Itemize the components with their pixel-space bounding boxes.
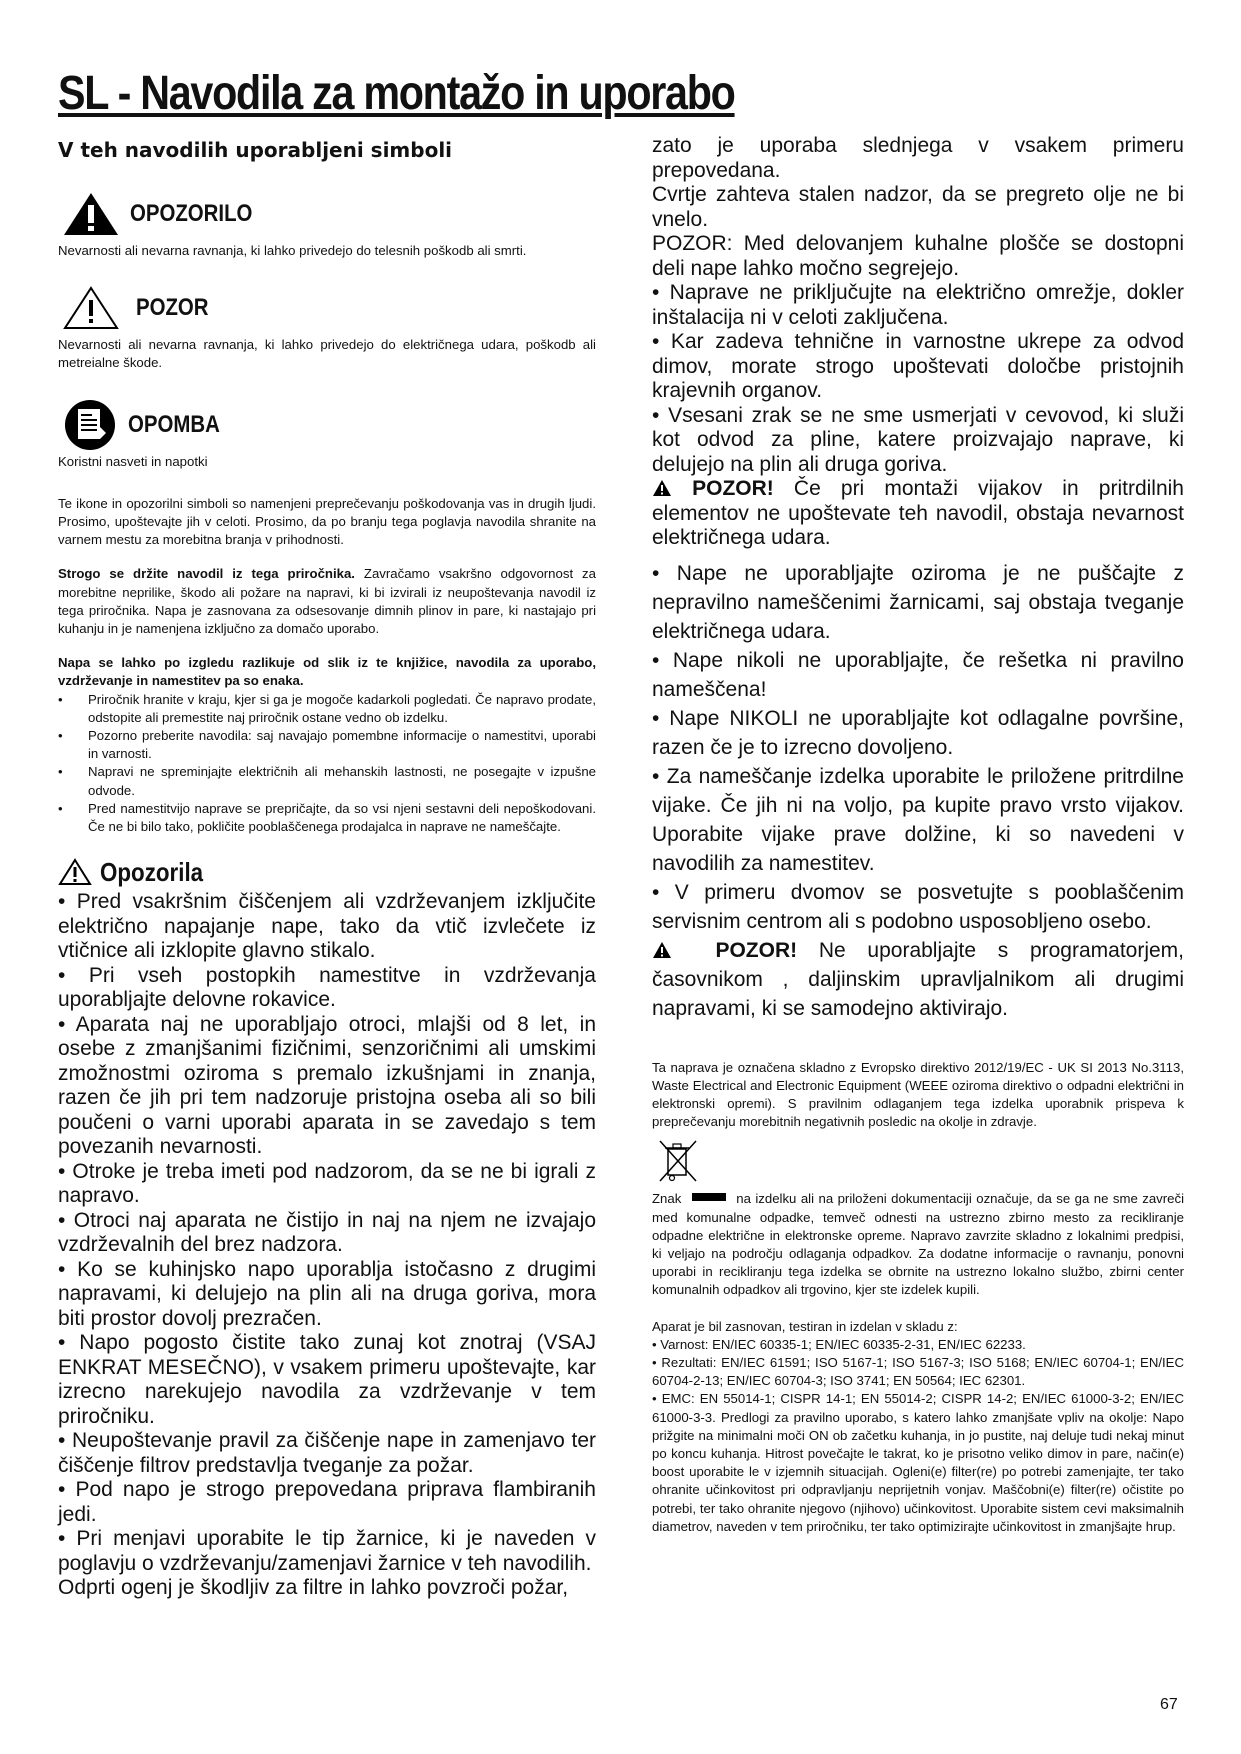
warning-paragraph: • Kar zadeva tehnične in varnostne ukrepe za odvod dimov, morate strogo upoštevati določbe pristojnih krajevnih organov. — [652, 330, 1184, 402]
pozor-warning-2: POZOR! Ne uporabljajte s programatorjem, časovnikom , daljinskim upravljalnikom ali drugimi napravami, ki se samodejno aktivirajo. — [652, 938, 1184, 1020]
warning-paragraph: • Ko se kuhinjsko napo uporablja istočasno z drugimi napravami, ki delujejo na plin ali na druga goriva, mora biti prostor dovolj prezračen. — [58, 1257, 596, 1330]
warning-paragraph: Cvrtje zahteva stalen nadzor, da se pregreto olje ne bi vnelo. — [652, 183, 1184, 231]
design-intro: Aparat je bil zasnovan, testiran in izdelan v skladu z: — [652, 1318, 958, 1334]
design-line: • Rezultati: EN/IEC 61591; ISO 5167-1; ISO 5167-3; ISO 5168; EN/IEC 60704-1; EN/IEC 60704-2-13; EN/IEC 60704-3; ISO 3741; EN 50564; IEC 62301. — [652, 1354, 1184, 1389]
warning-paragraph: • Naprave ne priključujte na električno omrežje, dokler inštalacija ni v celoti zaključena. — [652, 281, 1184, 329]
warning-paragraph: • Vsesani zrak se ne sme usmerjati v cevovod, ki služi kot odvod za pline, katere proizvajajo naprave, ki delujejo na plin ali druga goriva. — [652, 403, 1184, 476]
weee-paragraph-2: Znak na izdelku ali na priloženi dokumentaciji označuje, da se ga ne sme zavreči med komunalne odpadke, temveč odnesti na ustrezno zbirno mesto za recikliranje odpadne električne in elektronske opreme. Napravo zavrzite skladno z lokalnimi predpisi, ki veljajo na področju odlaganja odpadkov. Za dodatne informacije o ravnanju, ponovni uporabi in recikliranju tega izdelka se obrnite na ustrezno lokalno službo, zbirni center komunalnih odpadkov ali trgovino, kjer ste izdelek kupili. — [652, 1191, 1184, 1298]
note-icon — [62, 399, 118, 451]
symbol-opomba-desc: Koristni nasveti in napotki — [58, 453, 208, 469]
warning-paragraph: • Otroke je treba imeti pod nadzorom, da se ne bi igrali z napravo. — [58, 1159, 596, 1208]
crossed-bin-icon — [656, 1137, 700, 1185]
warnings-heading: Opozorila — [58, 854, 596, 890]
warning-paragraph: • Nape nikoli ne uporabljajte, če rešetka ni pravilno nameščena! — [652, 648, 1184, 701]
design-line: • Varnost: EN/IEC 60335-1; EN/IEC 60335-2-31, EN/IEC 62233. — [652, 1336, 1026, 1352]
warning-filled-icon — [652, 941, 672, 959]
warning-paragraph: • Nape NIKOLI ne uporabljajte kot odlagalne površine, razen če je to izrecno dovoljeno. — [652, 706, 1184, 759]
warning-outline-icon — [62, 285, 120, 331]
pozor-warning-1: POZOR! Če pri montaži vijakov in pritrdilnih elementov ne upoštevate teh navodil, obstaja nevarnost električnega udara. — [652, 477, 1184, 549]
warning-paragraph: • Za nameščanje izdelka uporabite le priložene pritrdilne vijake. Če jih ni na voljo, pa kupite pravo vrsto vijakov. Uporabite vijake prave dolžine, ki so navedeni v navodilih za namestitev. — [652, 764, 1184, 875]
warning-paragraph: • Otroci naj aparata ne čistijo in naj na njem ne izvajajo vzdrževalnih del brez nadzora. — [58, 1208, 596, 1257]
warning-paragraph: • Neupoštevanje pravil za čiščenje nape in zamenjavo ter čiščenje filtrov predstavlja tveganje za požar. — [58, 1429, 596, 1477]
warning-paragraph: • Nape ne uporabljajte oziroma je ne puščajte z nepravilno nameščenimi žarnicami, saj obstaja tveganje električnega udara. — [652, 561, 1184, 643]
strict-paragraph: Strogo se držite navodil iz tega priročnika. Zavračamo vsakršno odgovornost za morebitne neprilike, škodo ali požare na napravi, ki bi izvirali iz neupoštevanja navodil iz tega priročnika. Napa je zasnovana za odsesovanje dimnih plinov in pare, ki nastajajo pri kuhanju in je namenjena izključno za domačo uporabo. — [58, 566, 596, 637]
symbol-opomba — [58, 397, 596, 453]
warning-filled-icon — [652, 479, 672, 497]
weee-bar-mark — [692, 1193, 726, 1201]
warning-paragraph: • Pred vsakršnim čiščenjem ali vzdrževanjem izključite električno napajanje nape, tako da vtič izvlečete iz vtičnice ali izklopite glavno stikalo. — [58, 890, 596, 963]
warning-outline-icon — [58, 858, 92, 886]
symbol-pozor-desc: Nevarnosti ali nevarna ravnanja, ki lahko privedejo do električnega udara, poškodb ali metreialne škode. — [58, 337, 596, 371]
symbol-pozor-label: POZOR — [136, 294, 209, 322]
warning-paragraph: • Pri vseh postopkih namestitve in vzdrževanja uporabljajte delovne rokavice. — [58, 963, 596, 1012]
warning-paragraph: • Napo pogosto čistite tako zunaj kot znotraj (VSAJ ENKRAT MESEČNO), v vsakem primeru upoštevajte, kar izrecno narekujejo navodila za vzdrževanje v tem priročniku. — [58, 1331, 596, 1428]
weee-paragraph-1: Ta naprava je označena skladno z Evropsko direktivo 2012/19/EC - UK SI 2013 No.3113, Waste Electrical and Electronic Equipment (WEEE oziroma direktivo o odpadni električni in elektronski opremi). S pravilnim odlaganjem tega izdelka uporabnik prispeva k preprečevanju morebitnih negativnih posledic na okolje in zdravje. — [652, 1059, 1184, 1130]
list-item: • Priročnik hranite v kraju, kjer si ga je mogoče kadarkoli pogledati. Če napravo prodate, odstopite ali premestite naj priročnik ostane vedno ob izdelku. — [58, 691, 596, 727]
warning-filled-icon — [62, 191, 120, 237]
warning-paragraph: POZOR: Med delovanjem kuhalne plošče se dostopni deli nape lahko močno segrejejo. — [652, 232, 1184, 280]
symbol-pozor — [58, 280, 596, 336]
symbol-opozorilo-label: OPOZORILO — [130, 200, 253, 227]
warning-paragraph: • Pod napo je strogo prepovedana priprava flambiranih jedi. — [58, 1478, 596, 1526]
page-number: 67 — [1160, 1696, 1178, 1713]
list-item: • Napravi ne spreminjajte električnih ali mehanskih lastnosti, ne posegajte v izpušne odvode. — [58, 763, 596, 799]
warning-paragraph: • Aparata naj ne uporabljajo otroci, mlajši od 8 let, in osebe z zmanjšanimi fizičnimi, senzoričnimi ali umskimi zmožnostmi oziroma s premalo izkušnjami in znanja, razen če jih pri tem nadzoruje pristojna oseba ali so bili poučeni o varni uporabi aparata in se zavedajo s tem povezanih nevarnosti. — [58, 1012, 596, 1159]
symbol-opomba-label: OPOMBA — [128, 410, 220, 438]
warning-paragraph: • Pri menjavi uporabite le tip žarnice, ki je naveden v poglavju o vzdrževanju/zamenjavi žarnice v teh navodilih. — [58, 1527, 596, 1575]
left-column — [58, 134, 596, 1601]
warning-paragraph: • V primeru dvomov se posvetujte s pooblaščenim servisnim centrom ali s podobno usposobljeno osebo. — [652, 880, 1184, 933]
page-title: SL - Navodila za montažo in uporabo — [58, 67, 735, 120]
differ-list — [58, 691, 596, 837]
differ-heading: Napa se lahko po izgledu razlikuje od slik iz te knjižice, navodila za uporabo, vzdrževanje in namestitev pa so enaka. — [58, 655, 596, 689]
design-line: • EMC: EN 55014-1; CISPR 14-1; EN 55014-2; CISPR 14-2; EN/IEC 61000-3-2; EN/IEC 61000-3-3. Predlogi za pravilno uporabo, s katero lahko zmanjšate vpliv na okolje: Napo prižgite na minimalni moči ON ob začetku kuhanja, in jo pustite, naj deluje tudi nekaj minut po koncu kuhanja. Hitrost povečajte le takrat, ko je prisotno veliko dimov in pare, način(e) boost uporabite le v izjemnih situacijah. Oglenі(e) filter(re) po potrebi zamenjajte, ter tako ohranite učinkovitost pri odpravljanju neprijetnih vonjav. Maščobni(e) filter(re) očistite po potrebi, ter tako ohranite njegovo (njihovo) učinkovitost. Uporabite sistem cevi maksimalnih diametrov, naveden v tem priročniku, ter tako optimizirajte učinkovitost in zmanjšajte hrup. — [652, 1391, 1184, 1534]
right-column — [652, 134, 1184, 1536]
warning-paragraph: Odprti ogenj je škodljiv za filtre in lahko povzroči požar, — [58, 1576, 569, 1600]
list-item: • Pred namestitvijo naprave se prepričajte, da so vsi njeni sestavni deli nepoškodovani. Če ne bi bilo tako, pokličite pooblaščenega prodajalca in naprave ne nameščajte. — [58, 800, 596, 836]
list-item: • Pozorno preberite navodila: saj navajajo pomembne informacije o namestitvi, uporabi in varnosti. — [58, 727, 596, 763]
symbol-opozorilo-desc: Nevarnosti ali nevarna ravnanja, ki lahko privedejo do telesnih poškodb ali smrti. — [58, 243, 527, 258]
symbol-opozorilo — [58, 186, 596, 242]
symbols-heading: V teh navodilih uporabljeni simboli — [58, 138, 453, 162]
warning-paragraph: zato je uporaba slednjega v vsakem primeru prepovedana. — [652, 134, 1184, 182]
intro-paragraph: Te ikone in opozorilni simboli so namenjeni preprečevanju poškodovanja vas in drugih ljudi. Prosimo, upoštevajte jih v celoti. Prosimo, da po branju tega poglavja navodila shranite na varnem mestu za morebitna branja v prihodnosti. — [58, 495, 596, 548]
